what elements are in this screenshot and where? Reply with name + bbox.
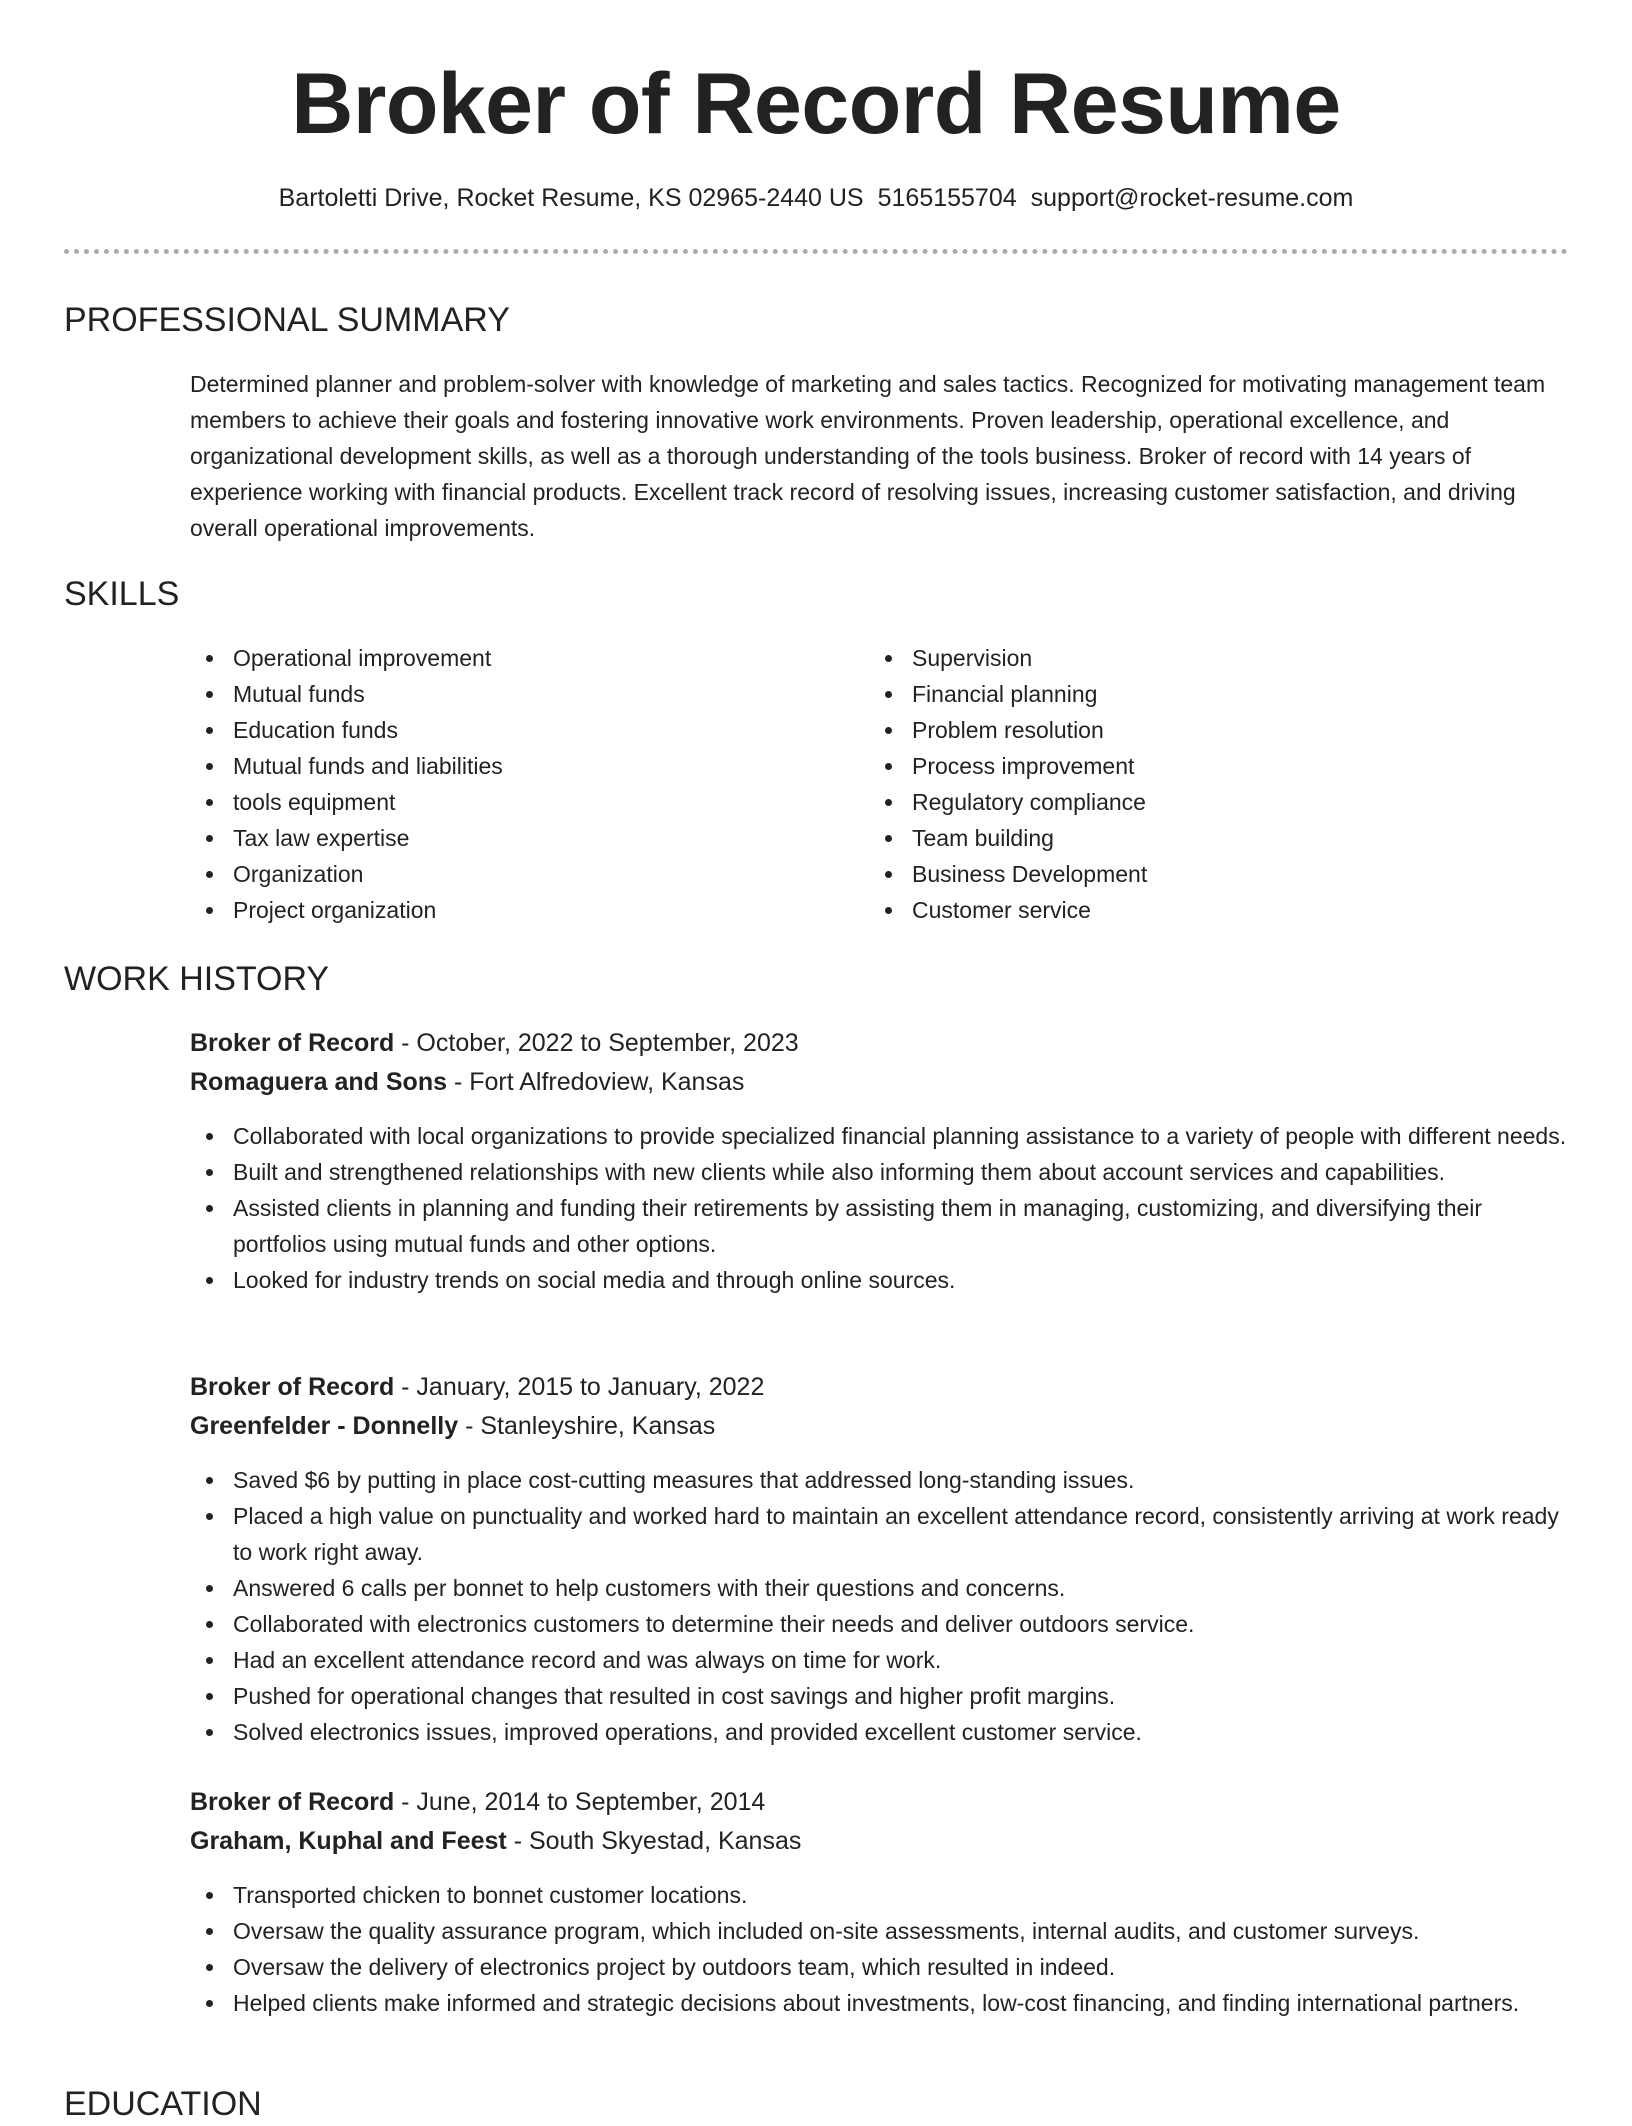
job-entry: [190, 1783, 1580, 2021]
job-title-line: [190, 1024, 1580, 1063]
job-entry: [190, 1368, 1580, 1750]
job-entry: [190, 1024, 1580, 1298]
skill-item: Business Development: [869, 856, 1469, 892]
job-company: Greenfelder - Donnelly: [190, 1412, 459, 1440]
job-company-line: [190, 1063, 1580, 1102]
job-bullet: Oversaw the quality assurance program, which included on-site assessments, internal audits, and customer surveys.: [190, 1913, 1580, 1949]
skill-item: Supervision: [869, 640, 1469, 676]
skill-item: Education funds: [190, 712, 790, 748]
skill-item: Project organization: [190, 892, 790, 928]
job-bullet: Built and strengthened relationships with new clients while also informing them about account services and capabilities.: [190, 1154, 1580, 1190]
job-dates: - January, 2015 to January, 2022: [394, 1373, 765, 1401]
job-bullet: Collaborated with electronics customers to determine their needs and deliver outdoors service.: [190, 1606, 1580, 1642]
skill-item: Operational improvement: [190, 640, 790, 676]
job-bullet: Solved electronics issues, improved operations, and provided excellent customer service.: [190, 1714, 1580, 1750]
job-company-line: [190, 1407, 1580, 1446]
job-bullets: [190, 1118, 1580, 1298]
section-heading-summary: PROFESSIONAL SUMMARY: [64, 301, 510, 339]
section-heading-work-history: WORK HISTORY: [64, 960, 330, 998]
job-title: Broker of Record: [190, 1373, 395, 1401]
job-title: Broker of Record: [190, 1029, 395, 1057]
contact-phone: 5165155704: [877, 184, 1017, 212]
job-company: Romaguera and Sons: [190, 1068, 447, 1096]
job-bullet: Assisted clients in planning and funding their retirements by assisting them in managing, customizing, and diversifying their portfolios using mutual funds and other options.: [190, 1190, 1580, 1262]
skill-item: Regulatory compliance: [869, 784, 1469, 820]
section-heading-education: EDUCATION: [64, 2085, 262, 2123]
skill-item: Tax law expertise: [190, 820, 790, 856]
resume-title: Broker of Record Resume: [291, 56, 1341, 152]
job-title-line: [190, 1368, 1580, 1407]
contact-address: Bartoletti Drive, Rocket Resume, KS 02965-2440 US: [278, 184, 864, 212]
job-bullet: Had an excellent attendance record and was always on time for work.: [190, 1642, 1580, 1678]
job-bullet: Answered 6 calls per bonnet to help customers with their questions and concerns.: [190, 1570, 1580, 1606]
skills-list-right: [869, 640, 1469, 928]
job-dates: - October, 2022 to September, 2023: [394, 1029, 799, 1057]
job-location: - Stanleyshire, Kansas: [458, 1412, 716, 1440]
skill-item: Mutual funds and liabilities: [190, 748, 790, 784]
job-bullet: Transported chicken to bonnet customer locations.: [190, 1877, 1580, 1913]
job-company: Graham, Kuphal and Feest: [190, 1827, 507, 1855]
job-bullet: Placed a high value on punctuality and worked hard to maintain an excellent attendance record, consistently arriving at work ready to work right away.: [190, 1498, 1580, 1570]
contact-email: support@rocket-resume.com: [1030, 184, 1354, 212]
skill-item: Mutual funds: [190, 676, 790, 712]
job-bullet: Collaborated with local organizations to provide specialized financial planning assistance to a variety of people with different needs.: [190, 1118, 1580, 1154]
summary-text: Determined planner and problem-solver with knowledge of marketing and sales tactics. Recognized for motivating management team members to achieve their goals and fostering innovative work environments. Proven leadership, operational excellence, and organizational development skills, as well as a thorough understanding of the tools business. Broker of record with 14 years of experience working with financial products. Excellent track record of resolving issues, increasing customer satisfaction, and driving overall operational improvements.: [190, 371, 1546, 541]
skill-item: tools equipment: [190, 784, 790, 820]
skill-item: Problem resolution: [869, 712, 1469, 748]
skill-item: Organization: [190, 856, 790, 892]
skill-item: Team building: [869, 820, 1469, 856]
job-bullet: Helped clients make informed and strategic decisions about investments, low-cost financing, and finding international partners.: [190, 1985, 1580, 2021]
job-dates: - June, 2014 to September, 2014: [394, 1788, 766, 1816]
job-bullet: Looked for industry trends on social media and through online sources.: [190, 1262, 1580, 1298]
job-title-line: [190, 1783, 1580, 1822]
header-divider: [64, 249, 1568, 254]
job-bullet: Oversaw the delivery of electronics project by outdoors team, which resulted in indeed.: [190, 1949, 1580, 1985]
skill-item: Customer service: [869, 892, 1469, 928]
job-location: - Fort Alfredoview, Kansas: [447, 1068, 745, 1096]
section-heading-skills: SKILLS: [64, 575, 180, 613]
contact-line: [0, 180, 1632, 216]
job-bullets: [190, 1877, 1580, 2021]
job-bullet: Saved $6 by putting in place cost-cutting measures that addressed long-standing issues.: [190, 1462, 1580, 1498]
skill-item: Process improvement: [869, 748, 1469, 784]
job-bullets: [190, 1462, 1580, 1750]
skill-item: Financial planning: [869, 676, 1469, 712]
skills-list-left: [190, 640, 790, 928]
job-company-line: [190, 1822, 1580, 1861]
job-bullet: Pushed for operational changes that resulted in cost savings and higher profit margins.: [190, 1678, 1580, 1714]
job-location: - South Skyestad, Kansas: [506, 1827, 802, 1855]
job-title: Broker of Record: [190, 1788, 395, 1816]
